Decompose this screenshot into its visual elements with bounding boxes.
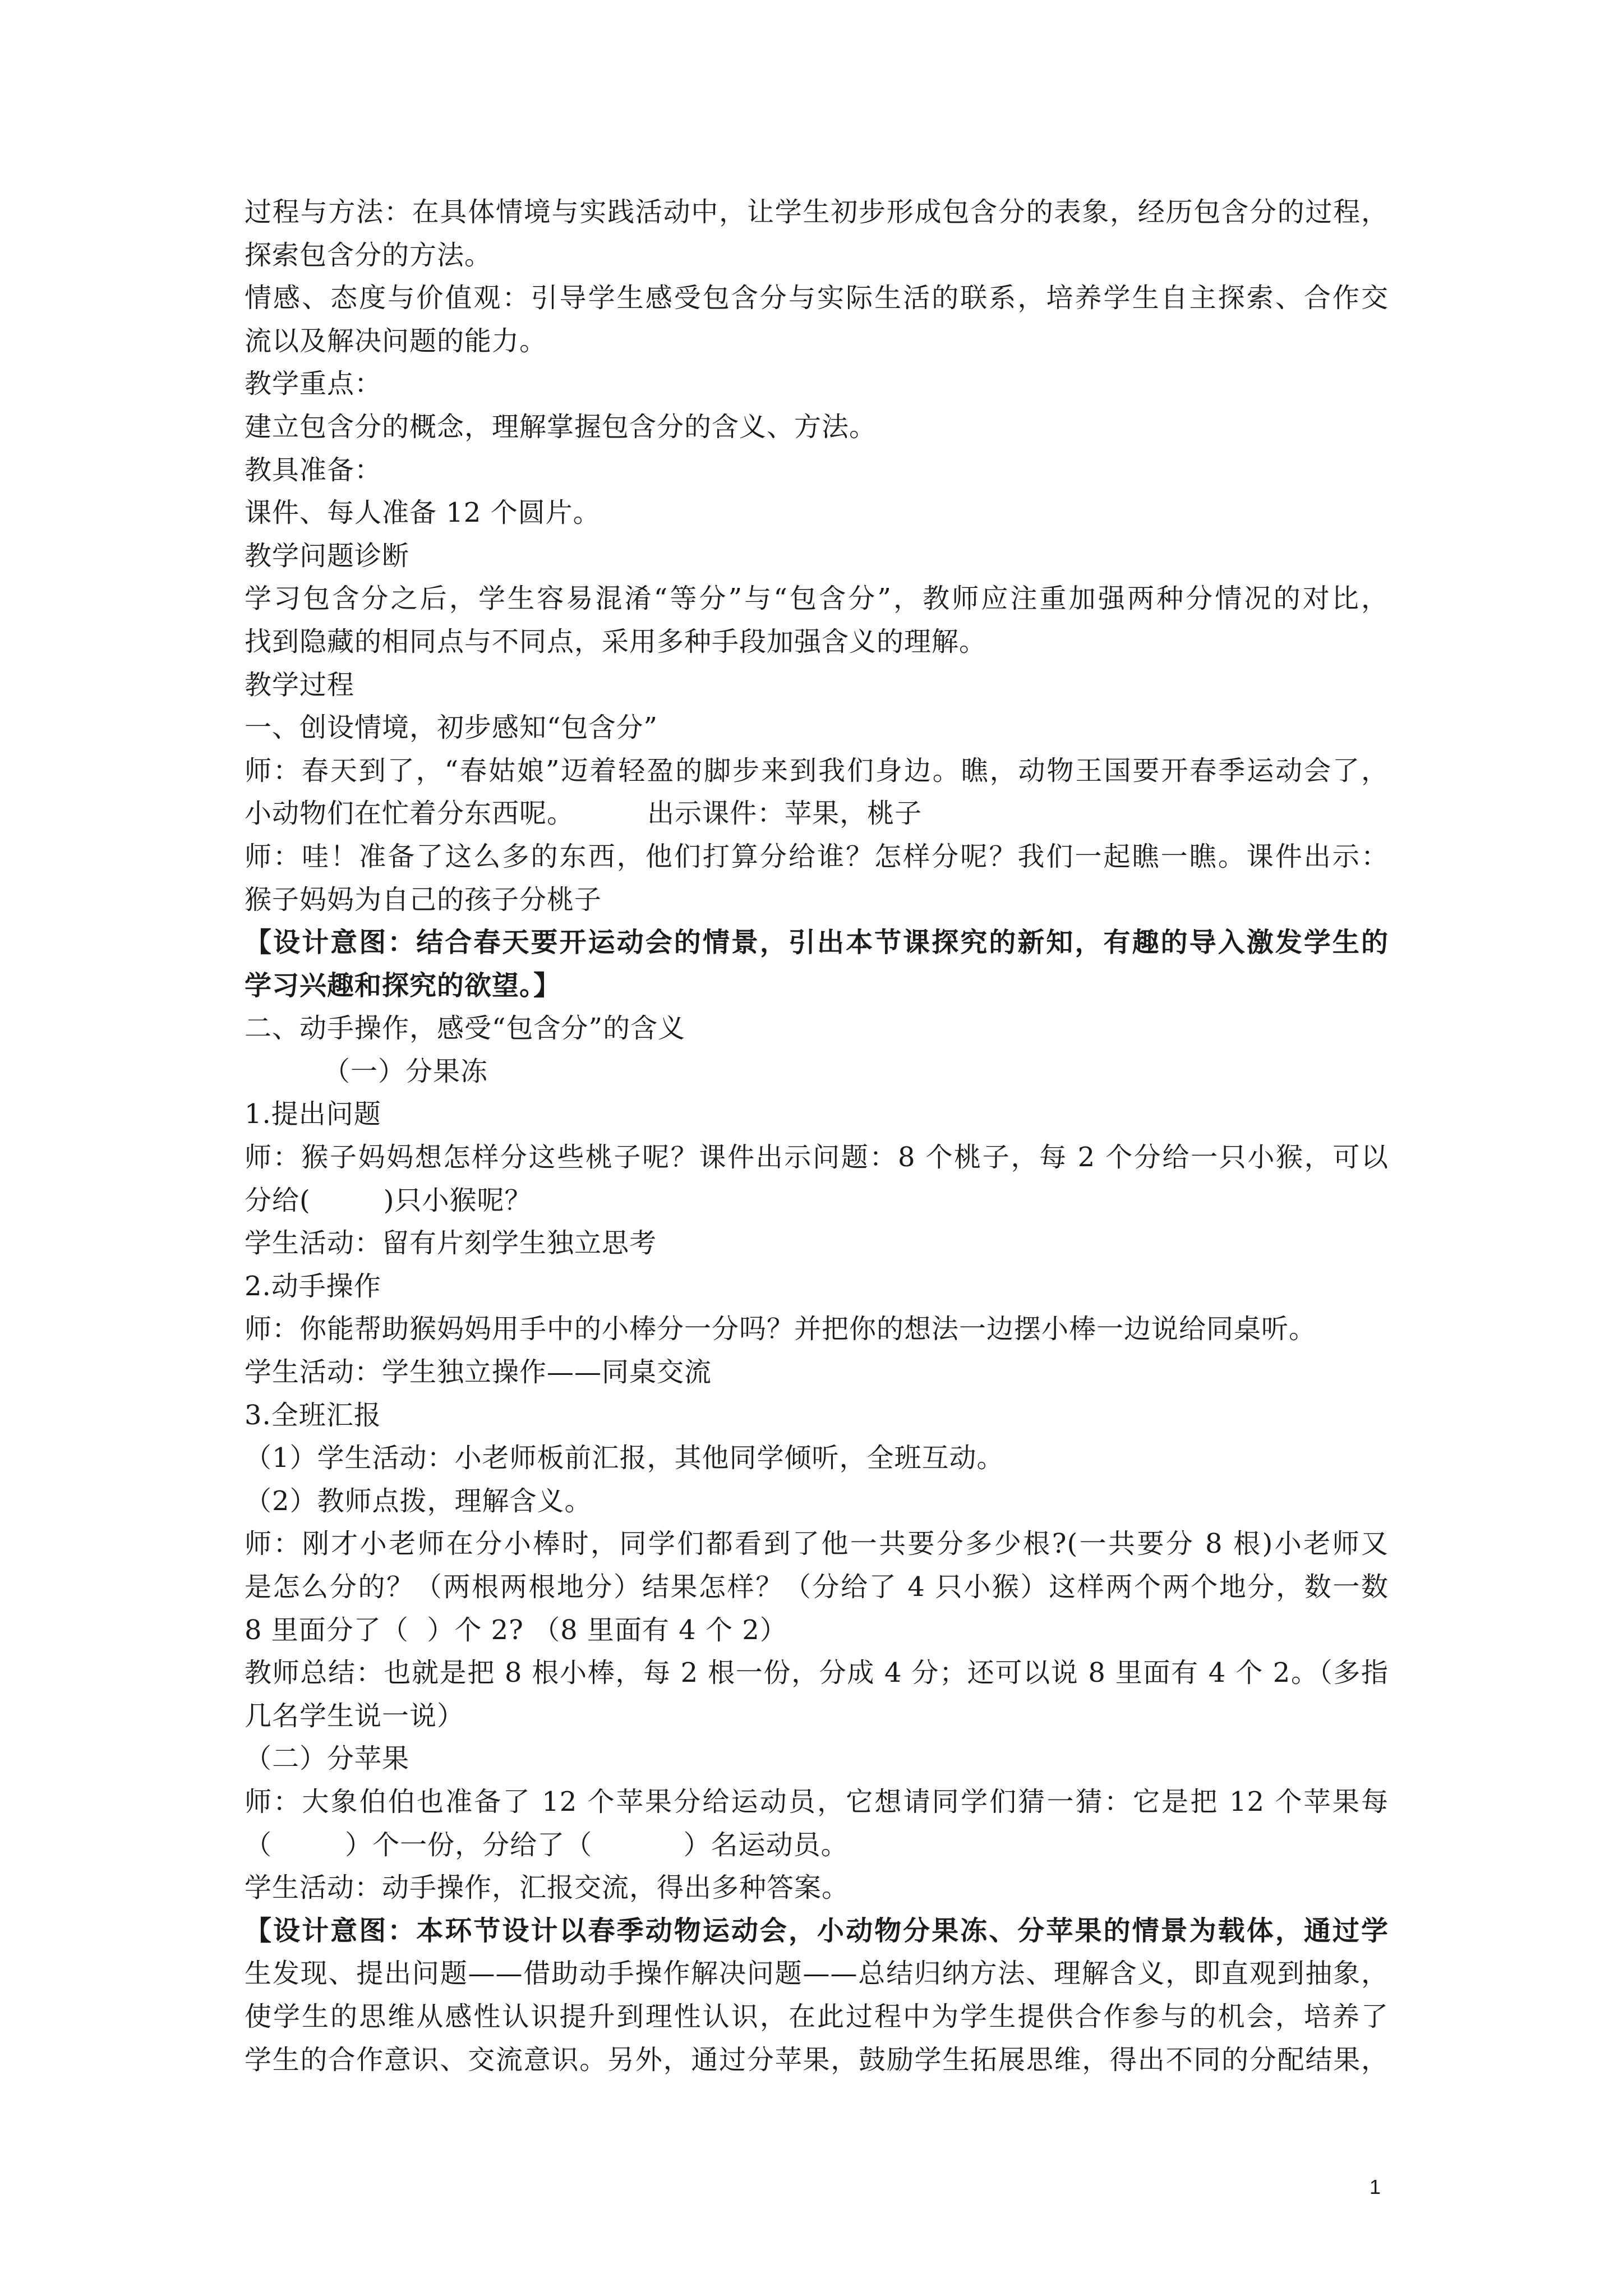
- page-number: 1: [1370, 2175, 1381, 2198]
- text-line: 学生活动：留有片刻学生独立思考: [245, 1227, 657, 1259]
- section-heading: 教具准备：: [245, 454, 382, 486]
- step-heading: 3.全班汇报: [245, 1399, 381, 1431]
- text-line: 师：哇！准备了这么多的东西，他们打算分给谁？怎样分呢？我们一起瞧一瞧。课件出示：: [245, 840, 1389, 872]
- text-line: 8 里面分了（ ）个 2? （8 里面有 4 个 2）: [245, 1614, 787, 1646]
- text-line: 师：春天到了，“春姑娘”迈着轻盈的脚步来到我们身边。瞧，动物王国要开春季运动会了，: [245, 754, 1389, 786]
- text-line: 教师总结：也就是把 8 根小棒，每 2 根一份，分成 4 分；还可以说 8 里面有 4 个 2。（多指: [245, 1657, 1389, 1689]
- text-line: 学生活动：学生独立操作——同桌交流: [245, 1356, 712, 1388]
- section-heading: 教学重点：: [245, 368, 382, 400]
- document-body: [245, 191, 1389, 2081]
- text-line: 小动物们在忙着分东西呢。 出示课件：苹果，桃子: [245, 798, 923, 830]
- text-line: （2）教师点拨，理解含义。: [245, 1485, 592, 1517]
- section-heading: 教学过程: [245, 669, 355, 701]
- text-line: 分给( )只小猴呢？: [245, 1184, 532, 1216]
- subsection-heading: （一）分果冻: [323, 1055, 488, 1087]
- step-heading: 1.提出问题: [245, 1098, 381, 1130]
- text-line: 学习包含分之后，学生容易混淆“等分”与“包含分”，教师应注重加强两种分情况的对比，: [245, 583, 1389, 615]
- text-line: 流以及解决问题的能力。: [245, 325, 547, 357]
- text-line: 找到隐藏的相同点与不同点，采用多种手段加强含义的理解。: [245, 625, 987, 657]
- step-heading: 2.动手操作: [245, 1270, 381, 1302]
- text-line: 情感、态度与价值观：引导学生感受包含分与实际生活的联系，培养学生自主探索、合作交: [245, 282, 1389, 314]
- section-heading: 教学问题诊断: [245, 540, 410, 572]
- design-intent-line: 学习兴趣和探究的欲望。】: [245, 969, 561, 1001]
- section-heading: 一、创设情境，初步感知“包含分”: [245, 712, 658, 744]
- text-line: 几名学生说一说）: [245, 1700, 465, 1732]
- section-heading: 二、动手操作，感受“包含分”的含义: [245, 1013, 686, 1045]
- text-line: 师：刚才小老师在分小棒时，同学们都看到了他一共要分多少根?(一共要分 8 根)小老师又: [245, 1528, 1389, 1560]
- text-line: 学生活动：动手操作，汇报交流，得出多种答案。: [245, 1872, 850, 1904]
- subsection-heading: （二）分苹果: [245, 1743, 410, 1775]
- text-line: 课件、每人准备 12 个圆片。: [245, 497, 601, 529]
- text-line: 探索包含分的方法。: [245, 239, 492, 271]
- text-line: 生发现、提出问题——借助动手操作解决问题——总结归纳方法、理解含义，即直观到抽象，: [245, 1958, 1389, 1990]
- text-line: 师：猴子妈妈想怎样分这些桃子呢？课件出示问题：8 个桃子，每 2 个分给一只小猴，可以: [245, 1142, 1389, 1174]
- text-line: 学生的合作意识、交流意识。另外，通过分苹果，鼓励学生拓展思维，得出不同的分配结果，: [245, 2044, 1389, 2076]
- text-line: 猴子妈妈为自己的孩子分桃子: [245, 884, 602, 915]
- text-line: 过程与方法：在具体情境与实践活动中，让学生初步形成包含分的表象，经历包含分的过程，: [245, 196, 1389, 228]
- text-line: 使学生的思维从感性认识提升到理性认识，在此过程中为学生提供合作参与的机会，培养了: [245, 2000, 1389, 2032]
- text-line: 师：你能帮助猴妈妈用手中的小棒分一分吗？并把你的想法一边摆小棒一边说给同桌听。: [245, 1313, 1317, 1345]
- text-line: （ ）个一份，分给了（ ）名运动员。: [245, 1829, 849, 1861]
- text-line: （1）学生活动：小老师板前汇报，其他同学倾听，全班互动。: [245, 1442, 1004, 1474]
- design-intent-line: 【设计意图：本环节设计以春季动物运动会，小动物分果冻、分苹果的情景为载体，通过学: [245, 1915, 1389, 1947]
- text-line: 师：大象伯伯也准备了 12 个苹果分给运动员，它想请同学们猜一猜：它是把 12 个苹果每: [245, 1786, 1389, 1818]
- design-intent-line: 【设计意图：结合春天要开运动会的情景，引出本节课探究的新知，有趣的导入激发学生的: [245, 927, 1389, 959]
- text-line: 是怎么分的？（两根两根地分）结果怎样？（分给了 4 只小猴）这样两个两个地分，数一数: [245, 1571, 1389, 1603]
- text-line: 建立包含分的概念，理解掌握包含分的含义、方法。: [245, 411, 877, 443]
